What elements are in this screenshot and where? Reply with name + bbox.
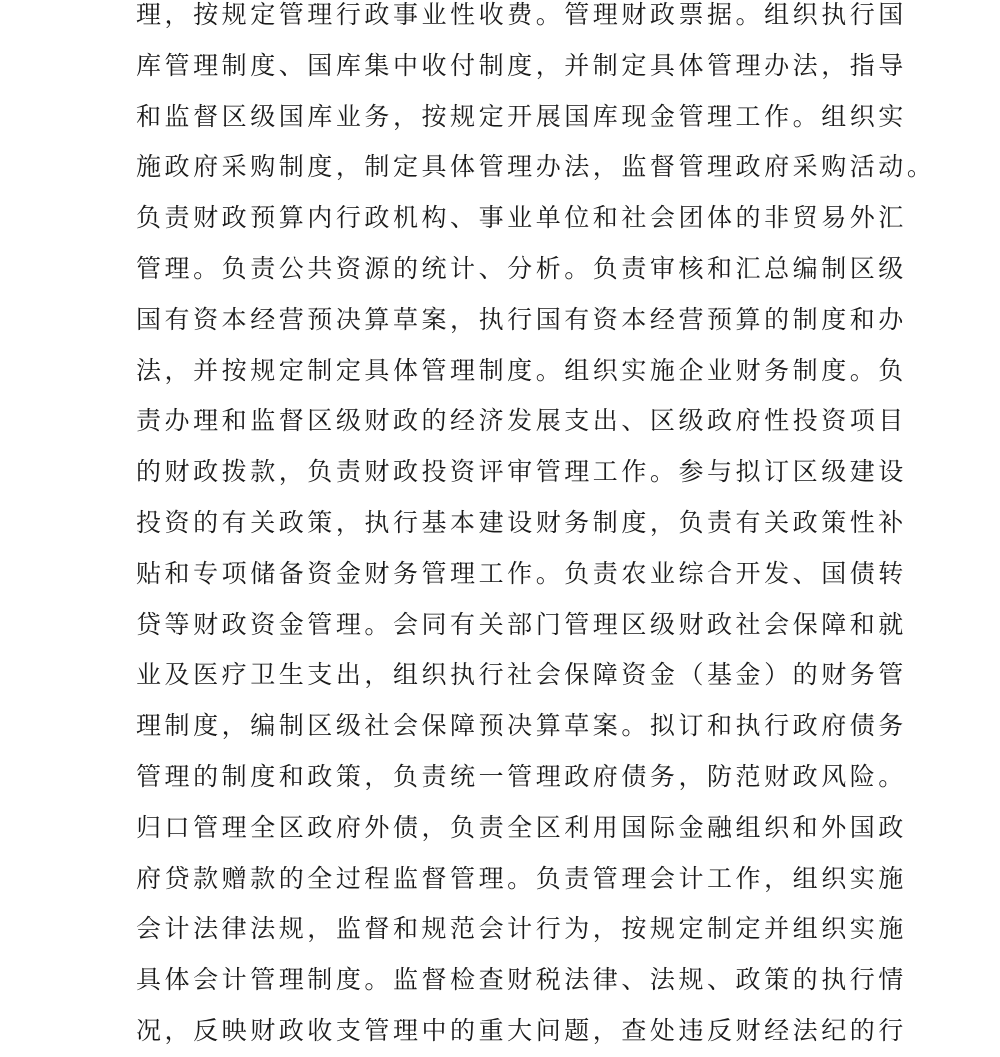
- text-line: 理制度，编制区级社会保障预决算草案。拟订和执行政府债务: [136, 711, 907, 741]
- text-line: 法，并按规定制定具体管理制度。组织实施企业财务制度。负: [136, 355, 907, 385]
- text-line: 和监督区级国库业务，按规定开展国库现金管理工作。组织实: [136, 101, 907, 131]
- text-line: 的财政拨款，负责财政投资评审管理工作。参与拟订区级建设: [136, 457, 907, 487]
- text-line: 责办理和监督区级财政的经济发展支出、区级政府性投资项目: [136, 406, 907, 436]
- text-line: 府贷款赠款的全过程监督管理。负责管理会计工作，组织实施: [136, 863, 907, 893]
- text-line: 管理的制度和政策，负责统一管理政府债务，防范财政风险。: [136, 761, 907, 791]
- text-line: 具体会计管理制度。监督检查财税法律、法规、政策的执行情: [136, 965, 907, 995]
- body-text: [136, 0, 936, 1057]
- text-line: 投资的有关政策，执行基本建设财务制度，负责有关政策性补: [136, 507, 907, 537]
- text-line: 业及医疗卫生支出，组织执行社会保障资金（基金）的财务管: [136, 660, 907, 690]
- text-line: 贴和专项储备资金财务管理工作。负责农业综合开发、国债转: [136, 558, 907, 588]
- text-line: 归口管理全区政府外债，负责全区利用国际金融组织和外国政: [136, 812, 907, 842]
- text-line: 负责财政预算内行政机构、事业单位和社会团体的非贸易外汇: [136, 203, 907, 233]
- text-line: 库管理制度、国库集中收付制度，并制定具体管理办法，指导: [136, 50, 907, 80]
- text-line: 施政府采购制度，制定具体管理办法，监督管理政府采购活动。: [136, 152, 936, 182]
- text-line: 管理。负责公共资源的统计、分析。负责审核和汇总编制区级: [136, 253, 907, 283]
- text-line: 国有资本经营预决算草案，执行国有资本经营预算的制度和办: [136, 304, 907, 334]
- text-line: 况，反映财政收支管理中的重大问题，查处违反财经法纪的行: [136, 1015, 907, 1045]
- text-line: 理，按规定管理行政事业性收费。管理财政票据。组织执行国: [136, 0, 907, 29]
- text-line: 会计法律法规，监督和规范会计行为，按规定制定并组织实施: [136, 914, 907, 944]
- text-line: 贷等财政资金管理。会同有关部门管理区级财政社会保障和就: [136, 609, 907, 639]
